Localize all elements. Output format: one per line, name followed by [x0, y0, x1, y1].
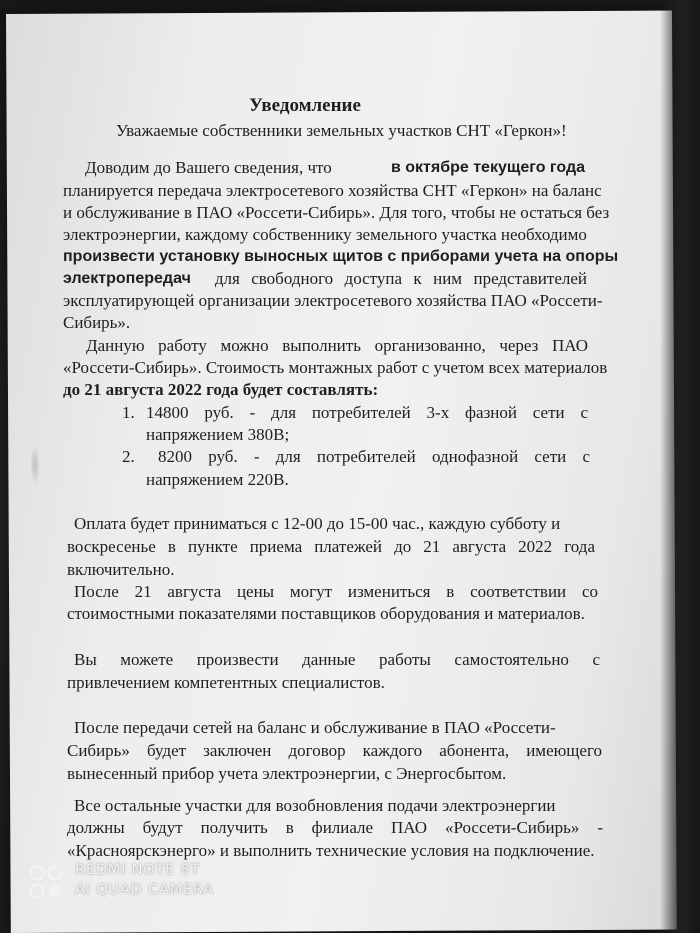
para1-line6-bold: электропередач — [63, 270, 191, 287]
price-item-2-line2: напряжением 220В. — [146, 470, 289, 489]
para1-line1-regular: Доводим до Вашего сведения, что — [85, 158, 332, 177]
para4-line2: стоимостными показателями поставщиков оборудования и материалов. — [67, 604, 585, 623]
para7-line2: должны будут получить в филиале ПАО «Россети-Сибирь» - — [67, 818, 603, 837]
para1-line3: и обслуживание в ПАО «Россети-Сибирь». Для того, чтобы не остаться без — [63, 203, 610, 222]
para1-line2: планируется передача электросетевого хозяйства СНТ «Геркон» на баланс — [63, 181, 602, 200]
para2-line1: Данную работу можно выполнить организованно, через ПАО — [86, 336, 588, 355]
para3-line2: воскресенье в пункте приема платежей до 21 августа 2022 года — [67, 537, 595, 556]
background-edge — [660, 0, 700, 933]
para1-line6 — [63, 268, 587, 290]
price-item-1-line2: напряжением 380В; — [146, 425, 290, 444]
para6-line3: вынесенный прибор учета электроэнергии, с Энергосбытом. — [67, 764, 507, 783]
para1-line1 — [85, 157, 585, 179]
watermark-camera: AI QUAD CAMERA — [75, 882, 214, 898]
para7-line3: «Красноярскэнерго» и выполнить технические условия на подключение. — [67, 841, 595, 860]
para5-line2: привлечением компетентных специалистов. — [67, 673, 385, 692]
para1-line1-bold: в октябре текущего года — [390, 159, 585, 176]
price-item-1-line1: 14800 руб. - для потребителей 3-х фазной сети с — [146, 403, 588, 422]
para2-line2: «Россети-Сибирь». Стоимость монтажных работ с учетом всех материалов — [63, 358, 608, 377]
para1-line7: эксплуатирующей организации электросетевого хозяйства ПАО «Россети- — [63, 291, 603, 310]
para1-line5: произвести установку выносных щитов с приборами учета на опоры — [63, 248, 619, 265]
para3-line1: Оплата будет приниматься с 12-00 до 15-00 час., каждую субботу и — [74, 514, 561, 533]
para2-line3: до 21 августа 2022 года будет составлять: — [63, 380, 379, 399]
para6-line1: После передачи сетей на баланс и обслуживание в ПАО «Россети- — [74, 718, 556, 737]
price-item-2-number: 2. — [122, 447, 135, 466]
para3-line3: включительно. — [67, 560, 175, 579]
quad-camera-icon — [28, 864, 64, 900]
para4-line1: После 21 августа цены могут измениться в соответствии со — [74, 582, 598, 601]
price-item-2-line1: 8200 руб. - для потребителей однофазной сети с — [158, 447, 590, 466]
watermark-model: REDMI NOTE 8T — [75, 862, 201, 878]
para5-line1: Вы можете произвести данные работы самостоятельно с — [74, 650, 600, 669]
document-greeting: Уважаемые собственники земельных участков СНТ «Геркон»! — [116, 121, 567, 140]
para1-line6-regular: для свободного доступа к ним представителей — [214, 269, 587, 288]
para1-line4: электроэнергии, каждому собственнику земельного участка необходимо — [63, 225, 587, 244]
para1-line8: Сибирь». — [63, 313, 131, 332]
para7-line1: Все остальные участки для возобновления подачи электроэнергии — [74, 796, 556, 815]
para6-line2: Сибирь» будет заключен договор каждого абонента, имеющего — [67, 741, 602, 760]
camera-watermark — [28, 860, 248, 904]
price-item-1-number: 1. — [122, 403, 135, 422]
document-title: Уведомление — [249, 95, 361, 116]
